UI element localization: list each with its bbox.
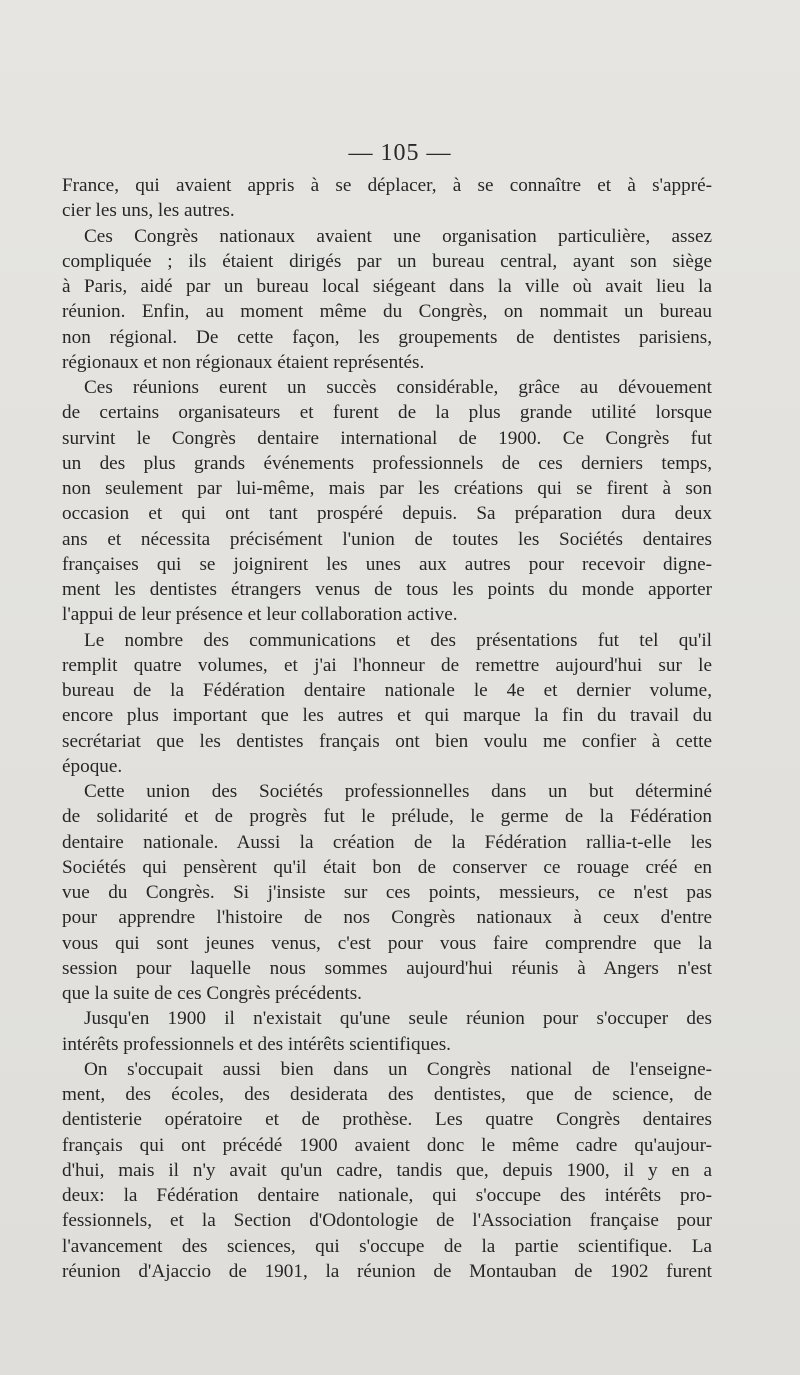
text-line: à Paris, aidé par un bureau local siégeant dans la ville où avait lieu la xyxy=(62,276,712,297)
text-line: secrétariat que les dentistes français ont bien voulu me confier à cette xyxy=(62,730,712,752)
text-line: non seulement par lui-même, mais par les créations qui se firent à son xyxy=(62,478,712,499)
text-line: d'hui, mais il n'y avait qu'un cadre, tandis que, depuis 1900, il y en a xyxy=(62,1159,712,1181)
text-line: un des plus grands événements professionnels de ces derniers temps, xyxy=(62,452,712,474)
text-line: cier les uns, les autres. xyxy=(62,200,235,222)
text-line: intérêts professionnels et des intérêts scientifiques. xyxy=(62,1033,451,1055)
body-text xyxy=(62,173,712,1284)
text-line: session pour laquelle nous sommes aujourd'hui réunis à Angers n'est xyxy=(62,957,712,979)
text-line: époque. xyxy=(62,755,123,777)
text-line: Cette union des Sociétés professionnelles dans un but déterminé xyxy=(84,781,712,802)
text-line: françaises qui se joignirent les unes aux autres pour recevoir digne- xyxy=(62,553,712,575)
text-line: encore plus important que les autres et qui marque la fin du travail du xyxy=(62,705,712,727)
text-line: deux: la Fédération dentaire nationale, qui s'occupe des intérêts pro- xyxy=(62,1185,712,1206)
text-line: de certains organisateurs et furent de la plus grande utilité lorsque xyxy=(62,402,712,424)
text-line: Jusqu'en 1900 il n'existait qu'une seule réunion pour s'occuper des xyxy=(84,1008,712,1030)
text-line: non régional. De cette façon, les groupements de dentistes parisiens, xyxy=(62,326,712,348)
text-line: Le nombre des communications et des présentations fut tel qu'il xyxy=(84,629,712,651)
text-line: réunion d'Ajaccio de 1901, la réunion de Montauban de 1902 furent xyxy=(62,1260,712,1282)
text-line: France, qui avaient appris à se déplacer, à se connaître et à s'appré- xyxy=(62,175,712,196)
text-line: vous qui sont jeunes venus, c'est pour vous faire comprendre que la xyxy=(62,932,712,954)
text-line: dentaire nationale. Aussi la création de la Fédération rallia-t-elle les xyxy=(62,831,712,853)
text-line: Ces Congrès nationaux avaient une organisation particulière, assez xyxy=(84,225,712,247)
page-number: — 105 — xyxy=(348,140,452,166)
text-line: l'avancement des sciences, qui s'occupe de la partie scientifique. La xyxy=(62,1235,712,1257)
text-line: ment, des écoles, des desiderata des dentistes, que de science, de xyxy=(62,1084,712,1105)
text-line: bureau de la Fédération dentaire nationale le 4e et dernier volume, xyxy=(62,680,712,701)
text-line: dentisterie opératoire et de prothèse. Les quatre Congrès dentaires xyxy=(62,1109,712,1131)
text-line: réunion. Enfin, au moment même du Congrès, on nommait un bureau xyxy=(62,301,712,323)
text-line: ans et nécessita précisément l'union de toutes les Sociétés dentaires xyxy=(62,528,712,550)
text-line: Ces réunions eurent un succès considérable, grâce au dévouement xyxy=(84,377,712,398)
text-line: remplit quatre volumes, et j'ai l'honneur de remettre aujourd'hui sur le xyxy=(62,654,712,676)
text-line: régionaux et non régionaux étaient représentés. xyxy=(62,351,425,373)
text-line: que la suite de ces Congrès précédents. xyxy=(62,983,362,1004)
text-line: On s'occupait aussi bien dans un Congrès national de l'enseigne- xyxy=(84,1058,712,1080)
text-line: l'appui de leur présence et leur collaboration active. xyxy=(62,604,458,626)
text-line: fessionnels, et la Section d'Odontologie de l'Association française pour xyxy=(62,1210,712,1232)
text-line: de solidarité et de progrès fut le prélude, le germe de la Fédération xyxy=(62,806,712,828)
text-line: compliquée ; ils étaient dirigés par un bureau central, ayant son siège xyxy=(62,250,712,272)
text-line: pour apprendre l'histoire de nos Congrès nationaux à ceux d'entre xyxy=(62,907,712,929)
text-line: Sociétés qui pensèrent qu'il était bon de conserver ce rouage créé en xyxy=(62,856,712,878)
text-line: français qui ont précédé 1900 avaient donc le même cadre qu'aujour- xyxy=(62,1134,712,1156)
text-line: vue du Congrès. Si j'insiste sur ces points, messieurs, ce n'est pas xyxy=(62,882,712,903)
text-line: ment les dentistes étrangers venus de tous les points du monde apporter xyxy=(62,579,712,600)
text-line: occasion et qui ont tant prospéré depuis. Sa préparation dura deux xyxy=(62,503,712,525)
text-line: survint le Congrès dentaire international de 1900. Ce Congrès fut xyxy=(62,427,712,449)
